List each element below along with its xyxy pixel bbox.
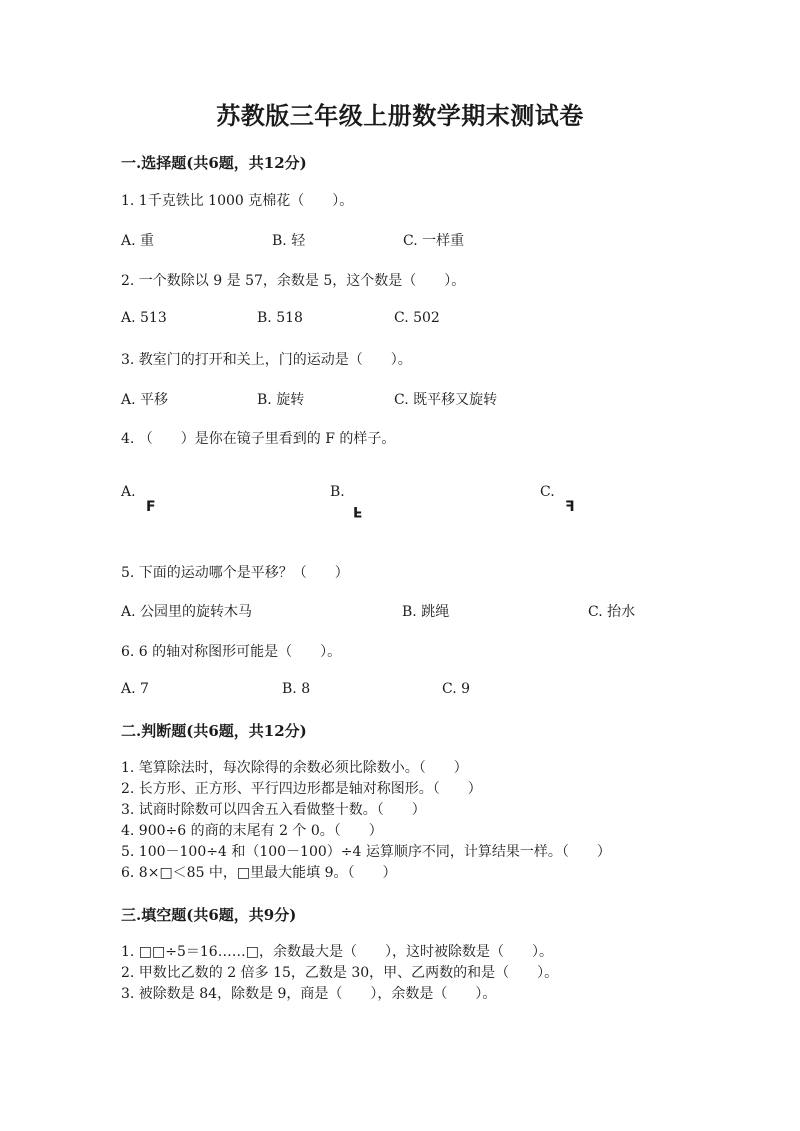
q2-option-a: A. 513 xyxy=(121,310,167,326)
section-heading-judgement: 二.判断题(共6题，共12分) xyxy=(121,722,307,740)
fill-item-3: 3. 被除数是 84，除数是 9，商是（ ），余数是（ ）。 xyxy=(121,986,497,1002)
q4-option-c: C. xyxy=(540,484,555,500)
page-title: 苏教版三年级上册数学期末测试卷 xyxy=(216,101,584,130)
fill-item-1: 1. □□÷5＝16……□，余数最大是（ ），这时被除数是（ ）。 xyxy=(121,944,553,960)
question-6: 6. 6 的轴对称图形可能是（ ）。 xyxy=(121,644,342,660)
q5-option-a: A. 公园里的旋转木马 xyxy=(121,604,253,620)
q2-option-b: B. 518 xyxy=(257,310,303,326)
q1-option-c: C. 一样重 xyxy=(403,233,465,249)
question-4: 4. （ ）是你在镜子里看到的 F 的样子。 xyxy=(121,431,396,447)
f-flipped-glyph: F xyxy=(353,503,363,519)
judgement-item-1: 1. 笔算除法时，每次除得的余数必须比除数小。（ ） xyxy=(121,760,468,776)
q1-option-a: A. 重 xyxy=(121,233,155,249)
q1-option-b: B. 轻 xyxy=(272,233,306,249)
q3-option-a: A. 平移 xyxy=(121,392,169,408)
question-3: 3. 教室门的打开和关上，门的运动是（ ）。 xyxy=(121,352,412,368)
q6-option-b: B. 8 xyxy=(282,681,311,697)
fill-item-2: 2. 甲数比乙数的 2 倍多 15，乙数是 30，甲、乙两数的和是（ ）。 xyxy=(121,965,559,981)
q2-option-c: C. 502 xyxy=(394,310,440,326)
judgement-item-4: 4. 900÷6 的商的末尾有 2 个 0。（ ） xyxy=(121,823,383,839)
q6-option-c: C. 9 xyxy=(442,681,471,697)
q3-option-c: C. 既平移又旋转 xyxy=(394,392,498,408)
f-mirrored-glyph: F xyxy=(565,499,575,515)
q4-option-a: A. xyxy=(121,484,136,500)
question-5: 5. 下面的运动哪个是平移？（ ） xyxy=(121,565,349,581)
judgement-item-2: 2. 长方形、正方形、平行四边形都是轴对称图形。（ ） xyxy=(121,781,482,797)
q6-option-a: A. 7 xyxy=(121,681,149,697)
section-heading-choice: 一.选择题(共6题，共12分) xyxy=(121,154,307,172)
f-normal-glyph: F xyxy=(146,499,156,515)
question-2: 2. 一个数除以 9 是 57，余数是 5，这个数是（ ）。 xyxy=(121,273,466,289)
judgement-item-5: 5. 100－100÷4 和（100－100）÷4 运算顺序不同，计算结果一样。（ ） xyxy=(121,844,611,860)
section-heading-fill-blank: 三.填空题(共6题，共9分) xyxy=(121,906,297,924)
q3-option-b: B. 旋转 xyxy=(257,392,305,408)
q5-option-c: C. 抬水 xyxy=(588,604,636,620)
judgement-item-6: 6. 8×□＜85 中，□里最大能填 9。（ ） xyxy=(121,865,397,881)
question-1: 1. 1千克铁比 1000 克棉花（ ）。 xyxy=(121,193,354,209)
q4-glyph-c-icon xyxy=(565,496,575,515)
judgement-item-3: 3. 试商时除数可以四舍五入看做整十数。（ ） xyxy=(121,802,426,818)
q5-option-b: B. 跳绳 xyxy=(402,604,450,620)
q4-glyph-b-icon xyxy=(353,500,363,519)
q4-glyph-a-icon xyxy=(146,496,156,515)
q4-option-b: B. xyxy=(330,484,345,500)
